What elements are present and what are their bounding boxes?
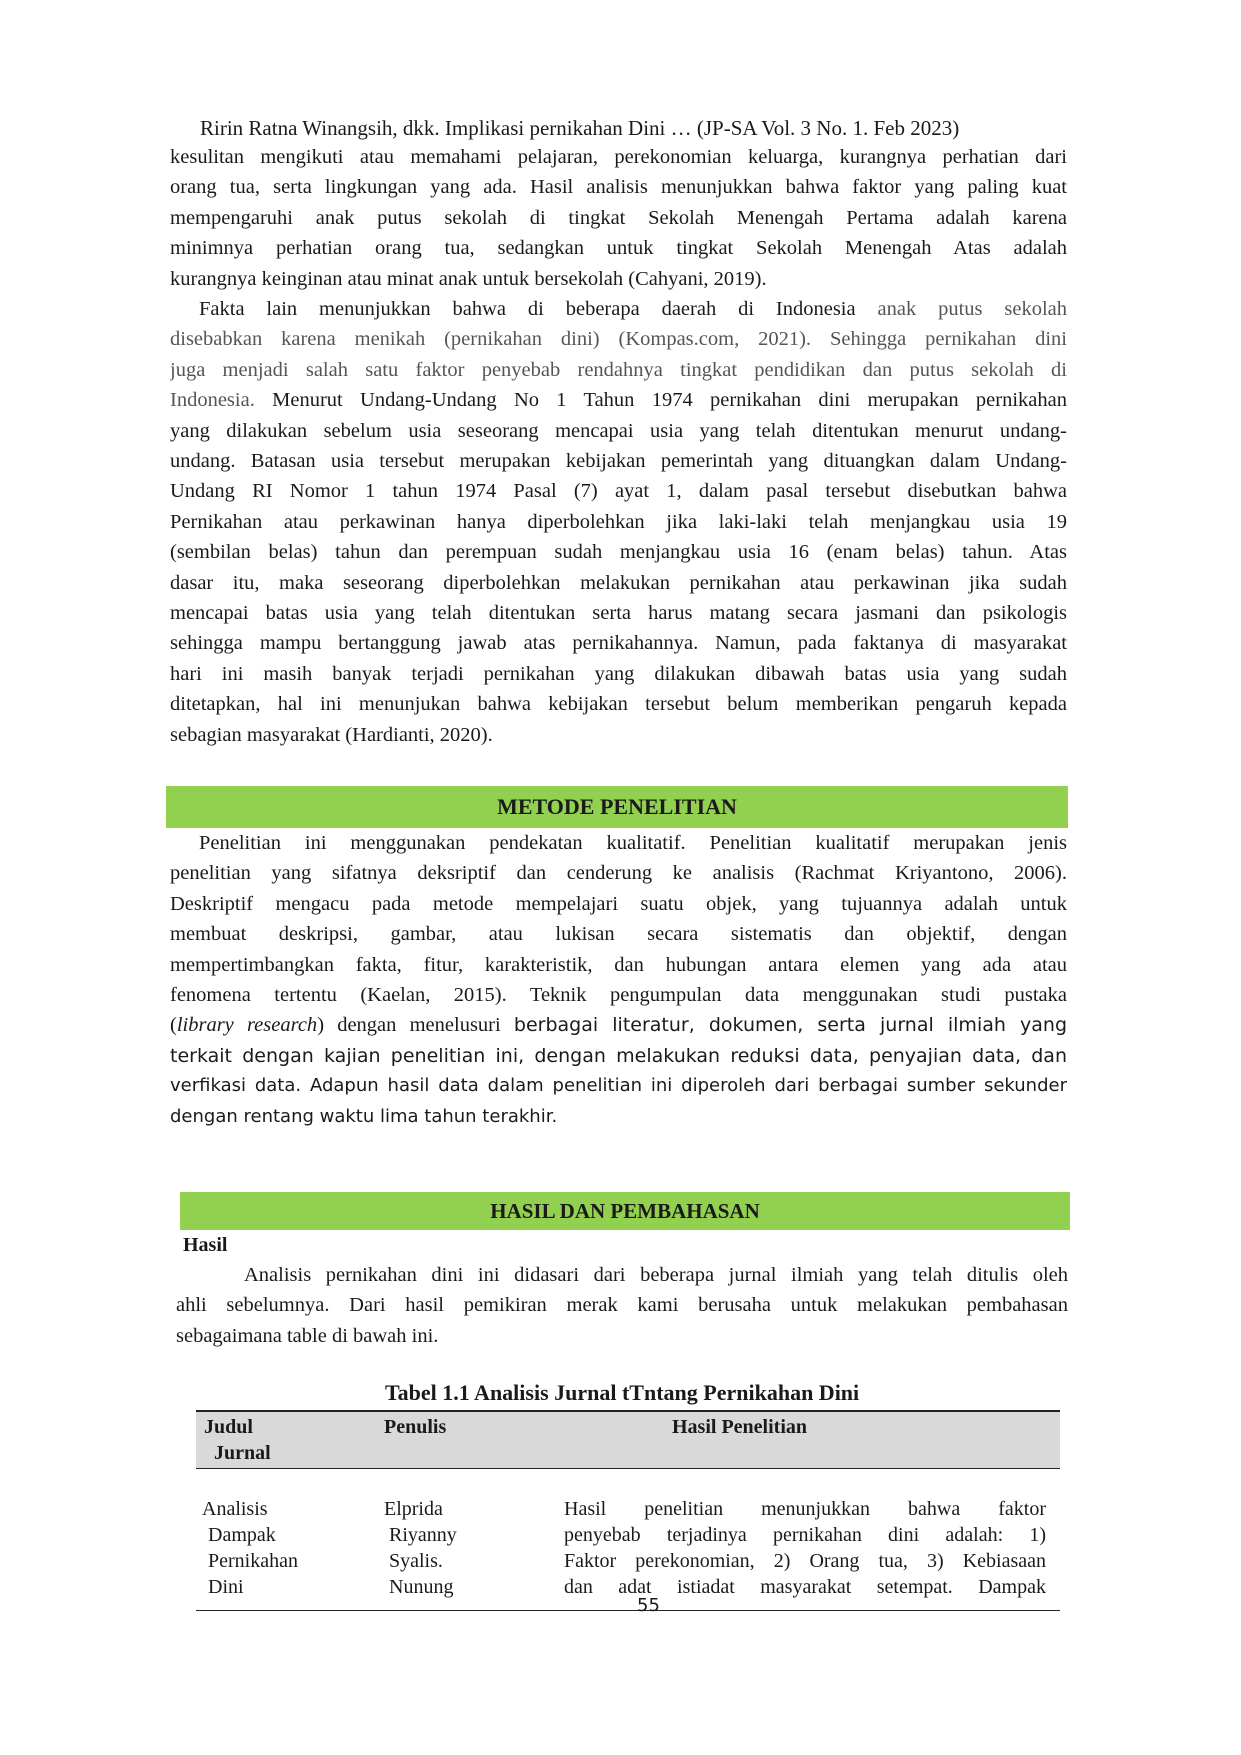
cell-line: Faktor perekonomian, 2) Orang tua, 3) Kebiasaan [564, 1550, 1046, 1572]
table-caption: Tabel 1.1 Analisis Jurnal tTntang Pernikahan Dini [385, 1380, 860, 1405]
text-line: verfikasi data. Adapun hasil data dalam penelitian ini diperoleh dari berbagai sumber sekunder [170, 1075, 1067, 1097]
text-line: Deskriptif mengacu pada metode mempelajari suatu objek, yang tujuannya adalah untuk [170, 892, 1067, 915]
text-line: mempertimbangkan fakta, fitur, karakteristik, dan hubungan antara elemen yang ada atau [170, 953, 1067, 976]
cell-line: Pernikahan [208, 1550, 298, 1572]
text-line: undang. Batasan usia tersebut merupakan kebijakan pemerintah yang dituangkan dalam Undang- [170, 450, 1067, 473]
text-line: Undang RI Nomor 1 tahun 1974 Pasal (7) ayat 1, dalam pasal tersebut disebutkan bahwa [170, 480, 1067, 503]
italic-term: library research [176, 1014, 318, 1037]
text-line [170, 324, 1067, 354]
text-span-gray: Sehingga pernikahan dini [829, 328, 1067, 351]
table-rule-header [196, 1468, 1060, 1469]
text-line: membuat deskripsi, gambar, atau lukisan secara sistematis dan objektif, dengan [170, 923, 1067, 946]
intro-paragraph [170, 142, 1067, 294]
cell-judul [202, 1496, 298, 1600]
table-rule-bottom [196, 1610, 1060, 1611]
text-line: juga menjadi salah satu faktor penyebab rendahnya tingkat pendidikan dan putus sekolah di [170, 358, 1067, 381]
hasil-paragraph [176, 1260, 1068, 1351]
text-line: mempengaruhi anak putus sekolah di tingkat Sekolah Menengah Pertama adalah karena [170, 206, 1067, 229]
cell-line: Analisis [202, 1498, 268, 1520]
cell-line: Dampak [208, 1524, 276, 1546]
text-span: ) dengan menelusuri [317, 1014, 501, 1037]
cell-line: Syalis. [389, 1550, 443, 1572]
text-line: orang tua, serta lingkungan yang ada. Hasil analisis menunjukkan bahwa faktor yang paling kuat [170, 176, 1067, 199]
text-line: ditetapkan, hal ini menunjukan bahwa kebijakan tersebut belum memberikan pengaruh kepada [170, 693, 1067, 716]
text-line: hari ini masih banyak terjadi pernikahan yang dilakukan dibawah batas usia yang sudah [170, 662, 1067, 685]
text-line: sebagaimana table di bawah ini. [176, 1324, 439, 1347]
page-number: 55 [637, 1595, 660, 1616]
text-span: Menurut Undang-Undang No 1 Tahun 1974 pernikahan dini merupakan pernikahan [272, 389, 1067, 412]
text-line: yang dilakukan sebelum usia seseorang mencapai usia yang telah ditentukan menurut undang- [170, 419, 1067, 442]
text-line: (sembilan belas) tahun dan perempuan sudah menjangkau usia 16 (enam belas) tahun. Atas [170, 541, 1067, 564]
cell-line: Hasil penelitian menunjukkan bahwa faktor [564, 1498, 1046, 1520]
cell-line: dan adat istiadat masyarakat setempat. Dampak [564, 1576, 1046, 1598]
text-line: mencapai batas usia yang telah ditentukan serta harus matang secara jasmani dan psikologis [170, 602, 1067, 625]
text-line: sehingga mampu bertanggung jawab atas pernikahannya. Namun, pada faktanya di masyarakat [170, 632, 1067, 655]
header-jurnal: Jurnal [214, 1442, 271, 1464]
text-line: penelitian yang sifatnya deksriptif dan cenderung ke analisis (Rachmat Kriyantono, 2006). [170, 862, 1067, 885]
text-line: ahli sebelumnya. Dari hasil pemikiran merak kami berusaha untuk melakukan pembahasan [176, 1294, 1068, 1317]
text-line: Pernikahan atau perkawinan hanya diperbolehkan jika laki-laki telah menjangkau usia 19 [170, 510, 1067, 533]
text-span-gray: anak putus sekolah [877, 298, 1067, 320]
running-head: Ririn Ratna Winangsih, dkk. Implikasi pernikahan Dini … (JP-SA Vol. 3 No. 1. Feb 2023) [200, 116, 960, 140]
text-line: kesulitan mengikuti atau memahami pelajaran, perekonomian keluarga, kurangnya perhatian dari [170, 146, 1067, 168]
text-line: dengan rentang waktu lima tahun terakhir. [170, 1105, 558, 1127]
text-line [170, 294, 1067, 324]
text-line: Penelitian ini menggunakan pendekatan kualitatif. Penelitian kualitatif merupakan jenis [199, 832, 1067, 854]
section-heading-hasil: HASIL DAN PEMBAHASAN [180, 1192, 1070, 1230]
table-header-band [196, 1412, 1060, 1468]
text-span-sans: berbagai literatur, dokumen, serta jurnal ilmiah yang [513, 1014, 1067, 1037]
text-span-gray: disebabkan karena menikah (pernikahan dini) (Kompas.com, 2021). [170, 328, 812, 351]
text-line: minimnya perhatian orang tua, sedangkan untuk tingkat Sekolah Menengah Atas adalah [170, 237, 1067, 260]
cell-line: Riyanny [389, 1524, 457, 1546]
cell-line: penyebab terjadinya pernikahan dini adalah: 1) [564, 1524, 1046, 1546]
text-line: sebagian masyarakat (Hardianti, 2020). [170, 723, 493, 746]
cell-line: Nunung [389, 1576, 454, 1598]
header-penulis: Penulis [384, 1416, 447, 1438]
text-span-gray: Indonesia. [170, 389, 255, 412]
text-line: dasar itu, maka seseorang diperbolehkan melakukan pernikahan atau perkawinan jika sudah [170, 571, 1067, 594]
fakta-paragraph [170, 294, 1067, 750]
text-line [170, 1010, 1067, 1040]
text-line: fenomena tertentu (Kaelan, 2015). Teknik pengumpulan data menggunakan studi pustaka [170, 984, 1067, 1007]
cell-line: Elprida [384, 1498, 443, 1520]
text-span: ( [170, 1014, 177, 1037]
text-line: terkait dengan kajian penelitian ini, dengan melakukan reduksi data, penyajian data, dan [170, 1044, 1067, 1067]
text-span: Fakta lain menunjukkan bahwa di beberapa daerah di Indonesia [199, 298, 856, 320]
cell-hasil [564, 1496, 1046, 1600]
text-line: kurangnya keinginan atau minat anak untuk bersekolah (Cahyani, 2019). [170, 267, 767, 290]
header-hasil-penelitian: Hasil Penelitian [672, 1416, 807, 1438]
cell-line: Dini [208, 1576, 244, 1598]
text-line [170, 385, 1067, 415]
cell-penulis [384, 1496, 457, 1600]
section-heading-metode: METODE PENELITIAN [166, 786, 1068, 828]
header-judul: Judul [204, 1416, 253, 1438]
metode-paragraph [170, 828, 1067, 1132]
text-line: Analisis pernikahan dini ini didasari dari beberapa jurnal ilmiah yang telah ditulis oleh [244, 1264, 1068, 1286]
subheading-hasil: Hasil [183, 1234, 228, 1256]
